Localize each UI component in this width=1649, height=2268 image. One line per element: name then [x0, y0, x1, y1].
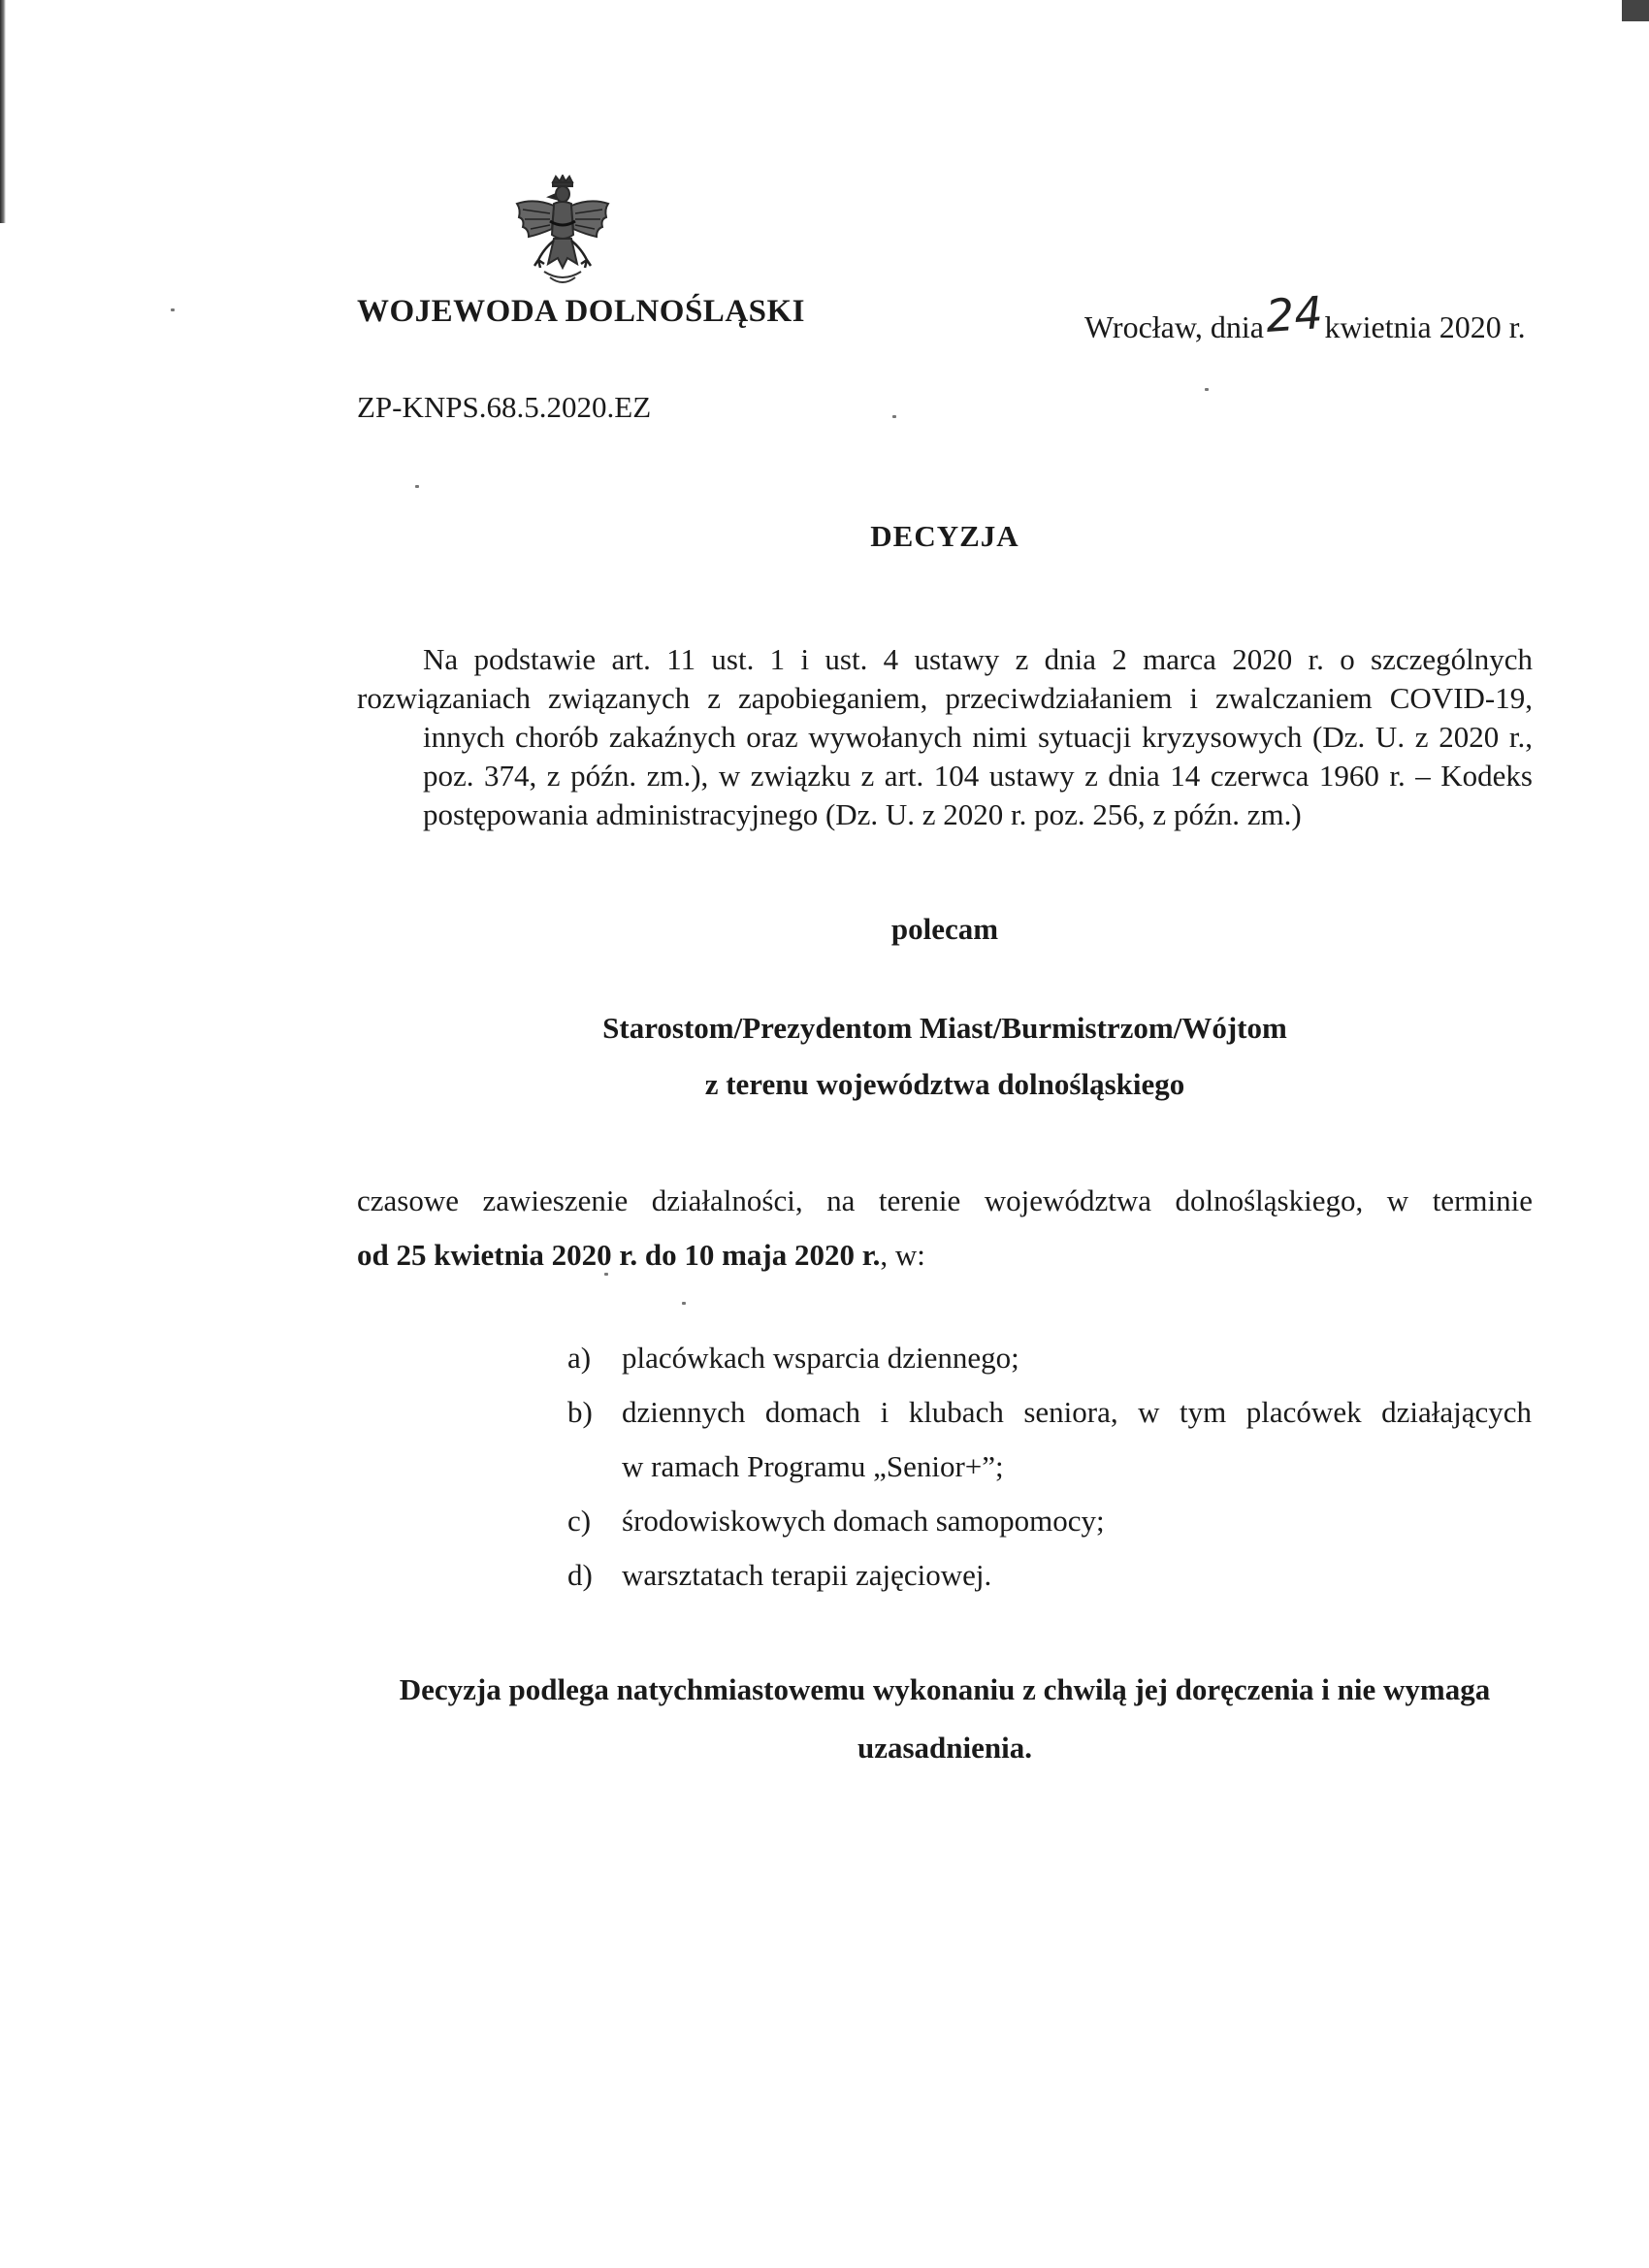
reference-number: ZP-KNPS.68.5.2020.EZ: [357, 390, 652, 424]
issuer-name: WOJEWODA DOLNOŚLĄSKI: [357, 294, 806, 329]
date-prefix: Wrocław, dnia: [1084, 309, 1264, 344]
legal-basis-line: innych chorób zakaźnych oraz wywołanych nimi sytuacji kryzysowych (Dz. U. z 2020 r.,: [423, 720, 1533, 754]
addressees-line-1: Starostom/Prezydentom Miast/Burmistrzom/Wójtom: [602, 1011, 1287, 1045]
list-marker: c): [567, 1504, 592, 1538]
legal-basis-paragraph: [357, 640, 1533, 834]
scan-edge-top: [1622, 0, 1649, 21]
final-statement-line-1: Decyzja podlega natychmiastowemu wykonaniu z chwilą jej doręczenia i nie wymaga: [399, 1672, 1491, 1706]
list-marker: b): [567, 1395, 593, 1429]
scan-speck: [892, 415, 896, 418]
scan-speck: [604, 1273, 608, 1276]
list-item-text: dziennych domach i klubach seniora, w tym placówek działających: [622, 1395, 1532, 1429]
suspension-period: od 25 kwietnia 2020 r. do 10 maja 2020 r.: [357, 1238, 881, 1272]
suspension-period-line: [357, 1228, 1533, 1282]
list-item: [567, 1385, 1537, 1494]
list-marker: a): [567, 1341, 592, 1375]
list-item: [567, 1548, 1537, 1603]
list-item: [567, 1331, 1537, 1385]
legal-basis-line: postępowania administracyjnego (Dz. U. z 2020 r. poz. 256, z późn. zm.): [423, 797, 1302, 831]
suspension-line: czasowe zawieszenie działalności, na terenie województwa dolnośląskiego, w terminie: [357, 1183, 1533, 1217]
list-item: [567, 1494, 1537, 1548]
scan-speck: [415, 485, 419, 488]
scan-speck: [171, 308, 175, 311]
scan-speck: [1205, 388, 1209, 391]
date-line: [1084, 286, 1526, 348]
document-title: DECYZJA: [870, 519, 1019, 553]
legal-basis-line: Na podstawie art. 11 ust. 1 i ust. 4 ustawy z dnia 2 marca 2020 r. o szczególnych: [423, 642, 1533, 676]
order-word: polecam: [890, 912, 999, 946]
suspension-tail: , w:: [880, 1238, 925, 1272]
list-item-text: w ramach Programu „Senior+”;: [622, 1449, 1004, 1483]
list-marker: d): [567, 1558, 593, 1592]
list-item-text: środowiskowych domach samopomocy;: [622, 1504, 1105, 1538]
suspension-paragraph: [357, 1174, 1533, 1282]
list-item-text: warsztatach terapii zajęciowej.: [622, 1558, 992, 1592]
final-statement-line-2: uzasadnienia.: [857, 1731, 1033, 1765]
date-suffix: kwietnia 2020 r.: [1324, 309, 1526, 344]
list-item-text: placówkach wsparcia dziennego;: [622, 1341, 1019, 1375]
scan-edge-left: [0, 0, 6, 223]
addressees-line-2: z terenu województwa dolnośląskiego: [704, 1067, 1185, 1101]
legal-basis-line: rozwiązaniach związanych z zapobieganiem, przeciwdziałaniem i zwalczaniem COVID-19,: [357, 681, 1533, 715]
facility-list: [567, 1331, 1537, 1603]
handwritten-day: 24: [1264, 286, 1325, 342]
polish-eagle-emblem-icon: [511, 175, 614, 289]
final-statement: [357, 1661, 1533, 1777]
legal-basis-line: poz. 374, z późn. zm.), w związku z art. 104 ustawy z dnia 14 czerwca 1960 r. – Kodeks: [423, 759, 1533, 793]
scan-speck: [682, 1302, 686, 1305]
